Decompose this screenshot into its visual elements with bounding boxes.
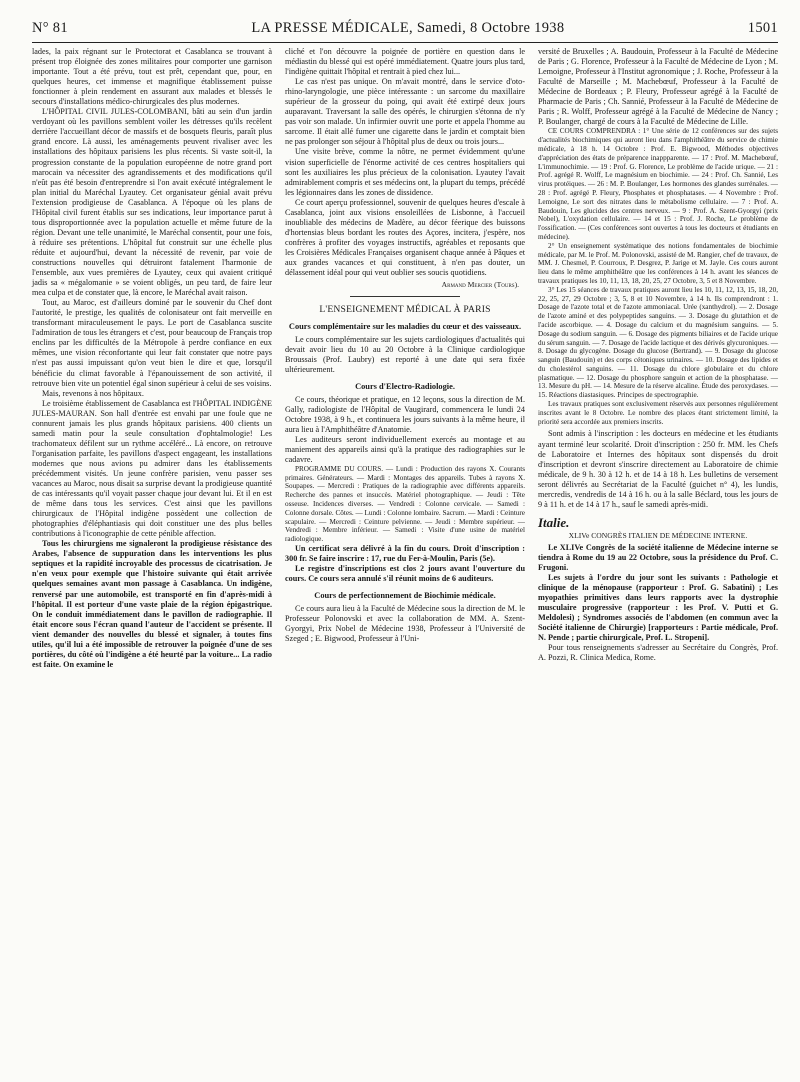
page-number: 1501 bbox=[747, 20, 778, 36]
paragraph: Le troisième établissement de Casablanca est l'HÔPITAL INDIGÈNE JULES-MAURAN. Son hall d'entrée est envahi par une foule que ne connurent jamais les plus grands hôpitaux parisiens. 400 clients un samedi matin pour la seule consultation d'ophtalmologie! Les trachomateux défilent sur un rythme accéléré... Là encore, on retrouve l'organisation parfaite, les pavillons d'aspect engageant, les installations modernes que nous avions pu admirer dans les établissements précédemment visités. Un jeune confrère parisien, venu passer ses vacances au Maroc, nous disait sa surprise devant la prodigieuse quantité de cas intéressants qu'il voyait passer chaque jour devant lui. Et il en est de même dans tous les services. C'est ainsi que les pavillons chirurgicaux de l'Hôpital indigène possèdent une collection de photographies d'éléphantiasis qui doit constituer une des plus belles contributions à l'iconographie de cette pénible affection. bbox=[32, 398, 272, 539]
course-teaching: 2° Un enseignement systématique des notions fondamentales de biochimie médicale, par M. le Prof. M. Polonovski, assisté de M. Rangier, chef de travaux, de MM. J. Chesmel, P. Courroux, P. Desgrez, P. Jarige et M. Jayle. Ces cours auront lieu dans le même amphithéâtre que les conférences à 14 h. avant les séances de travaux pratiques les 10, 11, 13, 18, 20, 25, 27 Octobre, 3, 5 et 8 Novembre. bbox=[538, 241, 778, 285]
paragraph: Tout, au Maroc, est d'ailleurs dominé par le souvenir du Chef dont l'autorité, le prestige, les qualités de colonisateur ont fait merveille en transformant miraculeusement le pays. Le port de Casablanca suscite l'admiration de tous les étrangers et c'est, pour beaucoup de Français trop enclins par les difficultés de la Métropole à perdre confiance en eux mêmes, une vision réconfortante qui leur fait constater que notre pays n'est pas aussi impuissant qu'on veut bien le dire et que, lorsqu'il bénéficie du climat favorable à l'épanouissement de son activité, il retrouve bien vite un potentiel égal sinon supérieur à celui de ses voisins. bbox=[32, 298, 272, 388]
section-title: L'ENSEIGNEMENT MÉDICAL À PARIS bbox=[319, 304, 491, 316]
column-3 bbox=[538, 47, 778, 664]
paragraph: Le cours complémentaire sur les sujets cardiologiques d'actualités qui devait avoir lieu du 10 au 20 Octobre à la Clinique cardiologique Broussais (Prof. Laubry) est reporté à une date qui sera fixée ultérieurement. bbox=[285, 334, 525, 374]
page-header bbox=[32, 20, 778, 37]
paragraph: Pour tous renseignements s'adresser au Secrétaire du Congrès, Prof. A. Pozzi, R. Clinica Medica, Rome. bbox=[538, 643, 778, 663]
section-divider bbox=[350, 296, 460, 297]
paragraph: versité de Bruxelles ; A. Baudouin, Professeur à la Faculté de Médecine de Paris ; G. Florence, Professeur à la Faculté de Médecine de Lyon ; M. Lemoigne, Professeur à l'Institut agronomique ; J. Roche, Professeur à la Faculté de Marseille ; M. Machebœuf, Professeur à la Faculté de Médecine de Bordeaux ; P. Fleury, Professeur agrégé à la Faculté de Pharmacie de Paris ; Ch. Sannié, Professeur à la Faculté de Médecine de Paris ; R. Wolff, Professeur agrégé à la Faculté de Médecine de Nancy ; P. Boulanger, chargé de cours à la Faculté de Médecine de Lille. bbox=[538, 47, 778, 127]
subheading-biochemistry: Cours de perfectionnement de Biochimie médicale. bbox=[314, 591, 496, 601]
course-program: PROGRAMME DU COURS. — Lundi : Production des rayons X. Courants primaires. Générateurs. — Mardi : Montages des appareils. Tubes à rayons X. Soupapes. — Mercredi : Pratiques de la radiographie avec différents appareils. Recherche des pannes et insuccès. Matériel photographique. — Jeudi : Tête osseuse. Incidences diverses. — Vendredi : Colonne cervicale. — Samedi : Colonne dorsale. Côtes. — Lundi : Colonne lombaire. Sacrum. — Mardi : Ceinture scapulaire. — Mercredi : Ceinture pelvienne. — Jeudi : Membre supérieur. — Vendredi : Membre inférieur. — Samedi : Visite d'une usine de matériel radiologique. bbox=[285, 464, 525, 544]
certificate-note: Un certificat sera délivré à la fin du cours. Droit d'inscription : 300 fr. Se faire inscrire : 17, rue du Fer-à-Moulin, Paris (5e). bbox=[285, 544, 525, 564]
column-2 bbox=[285, 47, 525, 644]
paragraph: Les auditeurs seront individuellement exercés au montage et au maniement des appareils ainsi qu'à la pratique des radiographies sur le cadavre. bbox=[285, 434, 525, 464]
course-contents: CE COURS COMPRENDRA : 1° Une série de 12 conférences sur des sujets d'actualités biochimiques qui auront lieu dans l'amphithéâtre du service de chimie médicale, à 18 h. 14 Octobre : Prof. E. Bigwood, Méthodes objectives d'appréciation des états de préparence inappparente. — 17 : Prof. M. Machebœuf, L'immunochimie. — 19 : Prof. G. Florence, Le problème de l'acide urique. — 21 : Prof. agrégé R. Wolff, Le magnésium en biochimie. — 24 : Prof. Ch. Sannié, Les virus protéiques. — 26 : M. P. Boulanger, Les hormones des glandes surrénales. — 28 : Prof. agrégé P. Fleury, Phosphates et phosphatases. — 4 Novembre : Prof. Lemoigne, Le sort des nitrates dans le métabolisme cellulaire. — 7 : Prof. A. Baudouin, Les glucides des centres nerveux. — 9 : Prof. A. Szent-Gyorgyi (prix Nobel), L'oxydation cellulaire. — 14 et 15 : Prof. J. Roche, Le problème de l'ossification. — (Ces conférences sont ouvertes à tous les docteurs et étudiants en médecine). bbox=[538, 127, 778, 241]
paragraph: Ce court aperçu professionnel, souvenir de quelques heures d'escale à Casablanca, joint aux visions ensoleillées de Lisbonne, à l'accueil inoubliable des médecins de Madère, au décor féerique des buissons d'hortensias bleus bordant les routes des Açores, incitera, j'espère, nos confrères à profiter des voyages instructifs, agréables et reposants que les Croisières Médicales Françaises organisent chaque année à Pâques et aux grandes vacances et qui constituent, à n'en pas douter, un délassement idéal pour qui veut oublier ses soucis quotidiens. bbox=[285, 197, 525, 278]
paragraph: cliché et l'on découvre la poignée de portière en question dans le médiastin du blessé qui est opéré immédiatement. Quatre jours plus tard, l'indigène quittait l'hôpital et rentrait à pied chez lui... bbox=[285, 47, 525, 77]
journal-title: LA PRESSE MÉDICALE, Samedi, 8 Octobre 1938 bbox=[251, 20, 565, 36]
subheading-radiology: Cours d'Electro-Radiologie. bbox=[355, 381, 455, 391]
subheading-cardiology: Cours complémentaire sur les maladies du cœur et des vaisseaux. bbox=[288, 322, 522, 332]
admission-paragraph: Sont admis à l'inscription : les docteurs en médecine et les étudiants ayant terminé leur scolarité. Droit d'inscription : 250 fr. MM. les Chefs de Laboratoire et Internes des hôpitaux sont dispensés du droit d'inscription et devront s'inscrire directement au Laboratoire de chimie médicale, de 9 h. 30 à 12 h. et de 14 à 18 h. Les bulletins de versement seront délivrés au Secrétariat de la Faculté (guichet n° 4), les lundis, mercredis, vendredis de 14 à 16 h. ou à la salle Béclard, tous les jours de 9 à 11 h. et de 14 à 17 h., sauf le samedi après-midi. bbox=[538, 429, 778, 509]
issue-number: N° 81 bbox=[32, 20, 68, 36]
author-signature: Armand Mercier (Tours). bbox=[441, 280, 519, 290]
paragraph: Les sujets à l'ordre du jour sont les suivants : Pathologie et clinique de la ménopause (rapporteur : Prof. G. Sabatini) ; Les myopathies primitives dans leurs rapports avec la dystrophie musculaire progressive (rapporteur : les Prof. V. Putti et G. Meldolesi) ; Syndromes associés de l'abdomen (en commun avec la Société italienne de Chirurgie) [rapporteurs : Partie médicale, Prof. N. Pende ; partie chirurgicale, Prof. L. Stropeni]. bbox=[538, 573, 778, 643]
header-rule bbox=[32, 42, 778, 43]
paragraph: Le XLIVe Congrès de la société italienne de Médecine interne se tiendra à Rome du 19 au 22 Octobre, sous la présidence du Prof. C. Frugoni. bbox=[538, 542, 778, 573]
paragraph: Ce cours aura lieu à la Faculté de Médecine sous la direction de M. le Professeur Polonovski et avec la collaboration de MM. A. Szent-Gyorgyi, Prix Nobel de Médecine 1938, Professeur à l'Université de Szeged ; E. Bigwood, Professeur à l'Uni- bbox=[285, 603, 525, 643]
paragraph: Ce cours, théorique et pratique, en 12 leçons, sous la direction de M. Gally, radiologiste de l'Hôpital de Vaugirard, commencera le lundi 24 Octobre 1938, à 9 h., et continuera les jours suivants à la même heure, il aura lieu à l'Amphithéâtre d'Anatomie. bbox=[285, 394, 525, 434]
paragraph: L'HÔPITAL CIVIL JULES-COLOMBANI, bâti au sein d'un jardin verdoyant où les pavillons semblent voiler les détresses qu'ils recèlent derrière l'accueillant décor de massifs et de bosquets fleuris, paraît plus grand encore. Là aussi, les aménagements peuvent rivaliser avec les installations des hôpitaux parisiens les plus récents. Si vaste soit-il, la progression constante de la population européenne de notre grand port marocain va nécessiter des agrandissements et des modifications qu'il n'eût pas été besoin d'entreprendre si l'on avait exécuté intégralement le plan initial du Maréchal Lyautey. Cet organisateur génial avait prévu l'extension prodigieuse de Casablanca. A l'époque où les plans de l'Hôpital civil furent établis sur ses indications, leur importance parut à tous disproportionnée avec la population actuelle et même future de la région. Devant une telle unanimité, le Maréchal consentit, pour une fois, à réduire ses prétentions. L'hôpital fut construit sur une échelle plus réduite et aujourd'hui, devant la nécessité de revenir, par voie de constructions nouvelles qui détruiront fatalement l'harmonie de l'ensemble, aux vues premières de Lyautey, ceux qui avaient critiqué jadis sa « mégalomanie » se voient obligés, un peu tard, de faire leur mea culpa et de constater que, là encore, le Maréchal avait raison. bbox=[32, 107, 272, 298]
paragraph: Tous les chirurgiens me signaleront la prodigieuse résistance des Arabes, l'absence de suppuration dans les interventions les plus septiques et la rapidité incroyable des processus de cicatrisation. Je n'en veux pour exemple que l'histoire suivante qui était arrivée quelques semaines avant mon passage à Casablanca. Un indigène, renversé par une automobile, est transporté en fin d'après-midi à l'hôpital. Il est porteur d'une vaste plaie de la région épigastrique. On le conduit immédiatement dans le pavillon de radiographie. Il était encore sous l'écran quand l'auteur de l'accident se présente. Il vient demander des nouvelles du blessé et signaler, à toutes fins utiles, qu'il lui a été impossible de retrouver la poignée d'une de ses portières, du côté où l'indigène a été heurté par la voiture... La radio est faite. On examine le bbox=[32, 539, 272, 669]
course-practicals: 3° Les 15 séances de travaux pratiques auront lieu les 10, 11, 12, 13, 15, 18, 20, 22, 25, 27, 29 Octobre ; 3, 5, 8 et 10 Novembre, à 14 h. Ils comprendront : 1. Dosage de l'azote total et de l'azote ammoniacal. Urée (xanthydrol). — 2. Dosage de l'azote aminé et des polypeptides sanguins. — 3. Dosage du glutathion et de l'acide ascorbique. — 4. Dosage du calcium et du magnésium sanguins. — 5. Dosage du sodium sanguin. — 6. Dosage des pigments biliaires et de l'acide urique du sérum sanguin. — 7. Dosage de l'acide lactique et des dérivés glycuroniques. — 8. Dosage du glycogène. Dosage du glucose (Bertrand). — 9. Dosage du glucose sanguin (Baudouin) et des corps cétoniques urinaires. — 10. Dosage des lipides et du cholestérol sanguins. — 11. Dosage du chlore globulaire et du chlore plasmatique. — 12. Dosage du phosphore sanguin et action de la phosphatase. — 13. Mesure du pH. — 14. Mesure de la réserve alcaline. Étude des peroxydases. — 15. Réactions diastasiques. Principes de spectrographie. bbox=[538, 285, 778, 400]
paragraph: Le cas n'est pas unique. On m'avait montré, dans le service d'oto-rhino-laryngologie, une pièce intéressante : un sarcome du maxillaire supérieur de la grosseur du poing, qui avait été extirpé deux jours auparavant. Traversant la salle des opérés, le chirurgien s'étonna de n'y pas voir son malade. Un infirmier ouvrit une porte et appela l'homme au sarcome. Il était allé fumer une cigarette dans le jardin et comptait bien ne pas prolonger son séjour à l'hôpital plus de deux ou trois jours... bbox=[285, 77, 525, 147]
paragraph: lades, la paix régnant sur le Protectorat et Casablanca se trouvant à présent trop éloignée des zones militaires pour comporter une garnison importante. Tout a été prévu, tout est prêt, cependant que, pour, en quelques heures, cet immense et magnifique établissement puisse fonctionner à plein rendement en assurant aux malades et blessés le secours d'installations médico-chirurgicales des plus modernes. bbox=[32, 47, 272, 107]
congress-title: XLIVe CONGRÈS ITALIEN DE MÉDECINE INTERNE. bbox=[568, 530, 748, 540]
country-heading: Italie. bbox=[538, 514, 570, 530]
paragraph: Une visite brève, comme la nôtre, ne permet évidemment qu'une vision superficielle de l'énorme activité de ces centres hospitaliers qui sont les auxiliaires les plus précieux de la colonisation. Lyautey l'avait admirablement compris et ses médecins ont, la plupart du temps, précédé les légionnaires dans les zones de dissidence. bbox=[285, 147, 525, 197]
columns bbox=[32, 47, 778, 670]
column-1 bbox=[32, 47, 272, 670]
registration-note: Le registre d'inscriptions est clos 2 jours avant l'ouverture du cours. Ce cours sera annulé s'il réunit moins de 6 auditeurs. bbox=[285, 564, 525, 584]
paragraph: Mais, revenons à nos hôpitaux. bbox=[42, 388, 144, 398]
course-restrictions: Les travaux pratiques sont exclusivement réservés aux personnes régulièrement inscrites avant le 8 Octobre. Le nombre des places étant strictement limité, la priorité sera accordée aux premiers inscrits. bbox=[538, 400, 778, 426]
